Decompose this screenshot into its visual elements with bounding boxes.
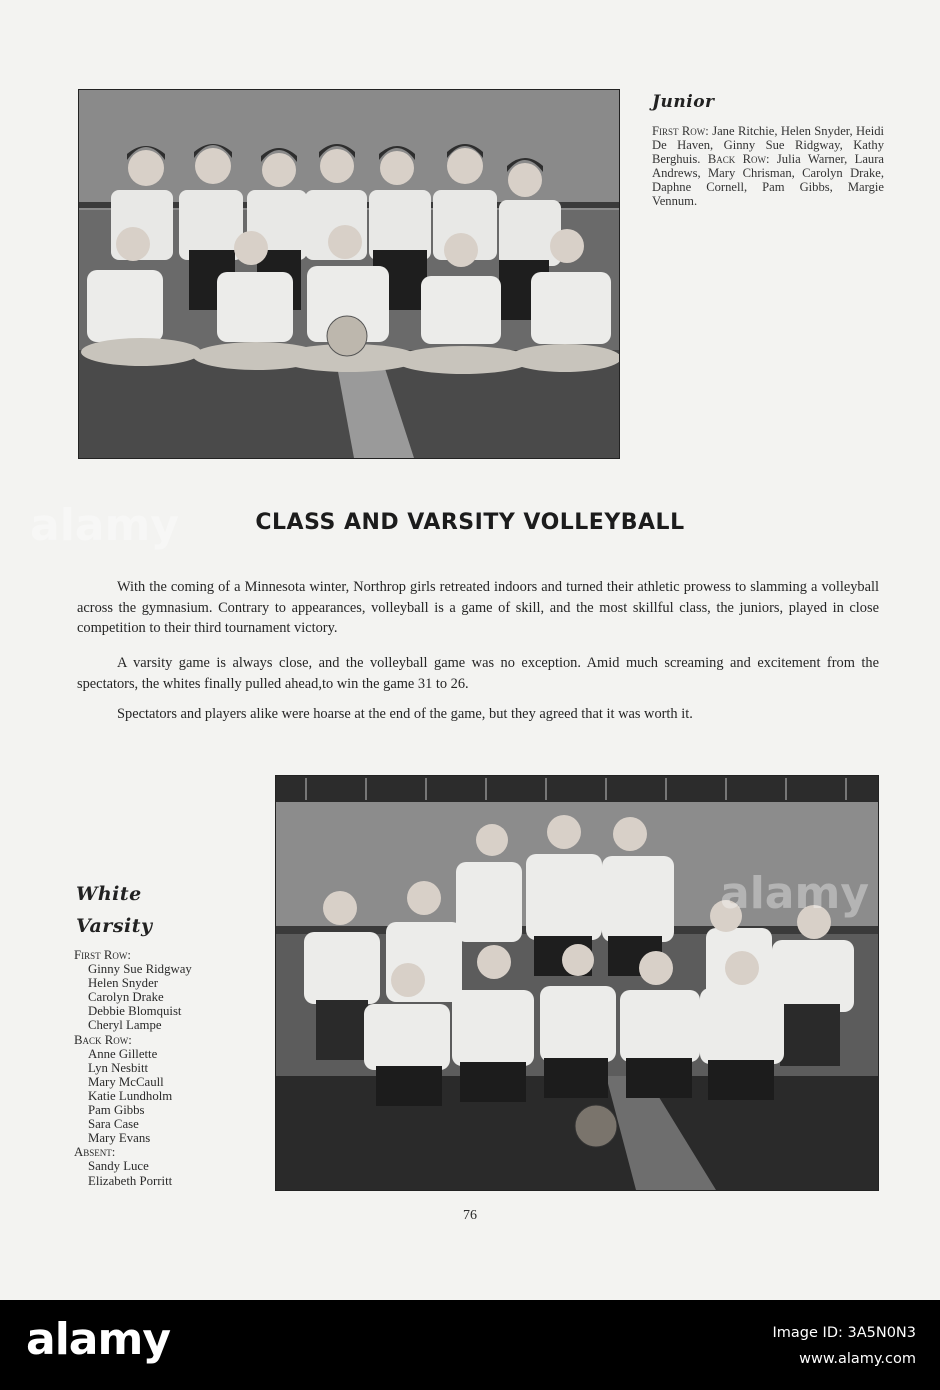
- roster-name: Ginny Sue Ridgway: [88, 962, 192, 977]
- roster-name: Helen Snyder: [88, 976, 159, 991]
- roster-name: Elizabeth Porritt: [88, 1173, 173, 1188]
- junior-first-row-label: First Row:: [652, 124, 709, 138]
- roster-name: Mary McCaull: [88, 1074, 164, 1089]
- junior-heading: Junior: [652, 92, 715, 112]
- article-paragraph: A varsity game is always close, and the volleyball game was no exception. Amid much screaming and excitement from the spectators, the whites finally pulled ahead,to win the game 31 to 26.: [77, 655, 879, 692]
- image-id: Image ID: 3A5N0N3: [772, 1325, 916, 1341]
- white-varsity-heading-line2: Varsity: [76, 915, 153, 937]
- junior-back-row-label: Back Row:: [707, 152, 770, 166]
- roster-name: Katie Lundholm: [88, 1088, 173, 1103]
- roster-name: Debbie Blomquist: [88, 1004, 182, 1019]
- article-paragraph: Spectators and players alike were hoarse at the end of the game, but they agreed that it was worth it.: [117, 706, 693, 722]
- junior-first-row-names: Jane Ritchie, Helen Snyder, Heidi De Haven, Ginny Sue Ridgway, Kathy Berghuis.: [652, 124, 884, 166]
- white-varsity-heading: [76, 878, 153, 942]
- watermark: alamy: [720, 868, 869, 919]
- back-row-label: Back Row:: [74, 1032, 132, 1047]
- page-number: 76: [463, 1208, 477, 1223]
- first-row-label: First Row:: [74, 948, 131, 962]
- roster-name: Anne Gillette: [88, 1046, 158, 1061]
- junior-caption: [652, 124, 884, 208]
- white-varsity-roster: [74, 948, 274, 1188]
- roster-name: Sara Case: [88, 1117, 139, 1132]
- article-paragraph: With the coming of a Minnesota winter, Northrop girls retreated indoors and turned their athletic prowess to slamming a volleyball across the gymnasium. Contrary to appearances, volleyball is a game of skill, and the most skillful class, the juniors, played in close competition to their third tournament victory.: [77, 579, 879, 636]
- stock-footer: [0, 1300, 940, 1390]
- watermark: alamy: [30, 500, 179, 551]
- roster-name: Pam Gibbs: [88, 1103, 145, 1118]
- roster-name: Sandy Luce: [88, 1159, 149, 1174]
- absent-label: Absent:: [74, 1145, 116, 1160]
- roster-name: Carolyn Drake: [88, 990, 164, 1005]
- roster-name: Cheryl Lampe: [88, 1018, 162, 1033]
- white-varsity-heading-line1: White: [76, 883, 142, 905]
- junior-team-photo: [78, 89, 620, 459]
- junior-back-row-names: Julia Warner, Laura Andrews, Mary Chrisman, Carolyn Drake, Daphne Cornell, Pam Gibbs, Margie Vennum.: [652, 152, 884, 208]
- roster-name: Mary Evans: [88, 1131, 151, 1146]
- image-id-block: [773, 1320, 916, 1372]
- roster-name: Lyn Nesbitt: [88, 1060, 149, 1075]
- article-title: CLASS AND VARSITY VOLLEYBALL: [255, 510, 685, 535]
- white-varsity-team-photo: [275, 775, 879, 1191]
- alamy-logo: alamy: [26, 1314, 170, 1365]
- site-url: www.alamy.com: [799, 1351, 916, 1367]
